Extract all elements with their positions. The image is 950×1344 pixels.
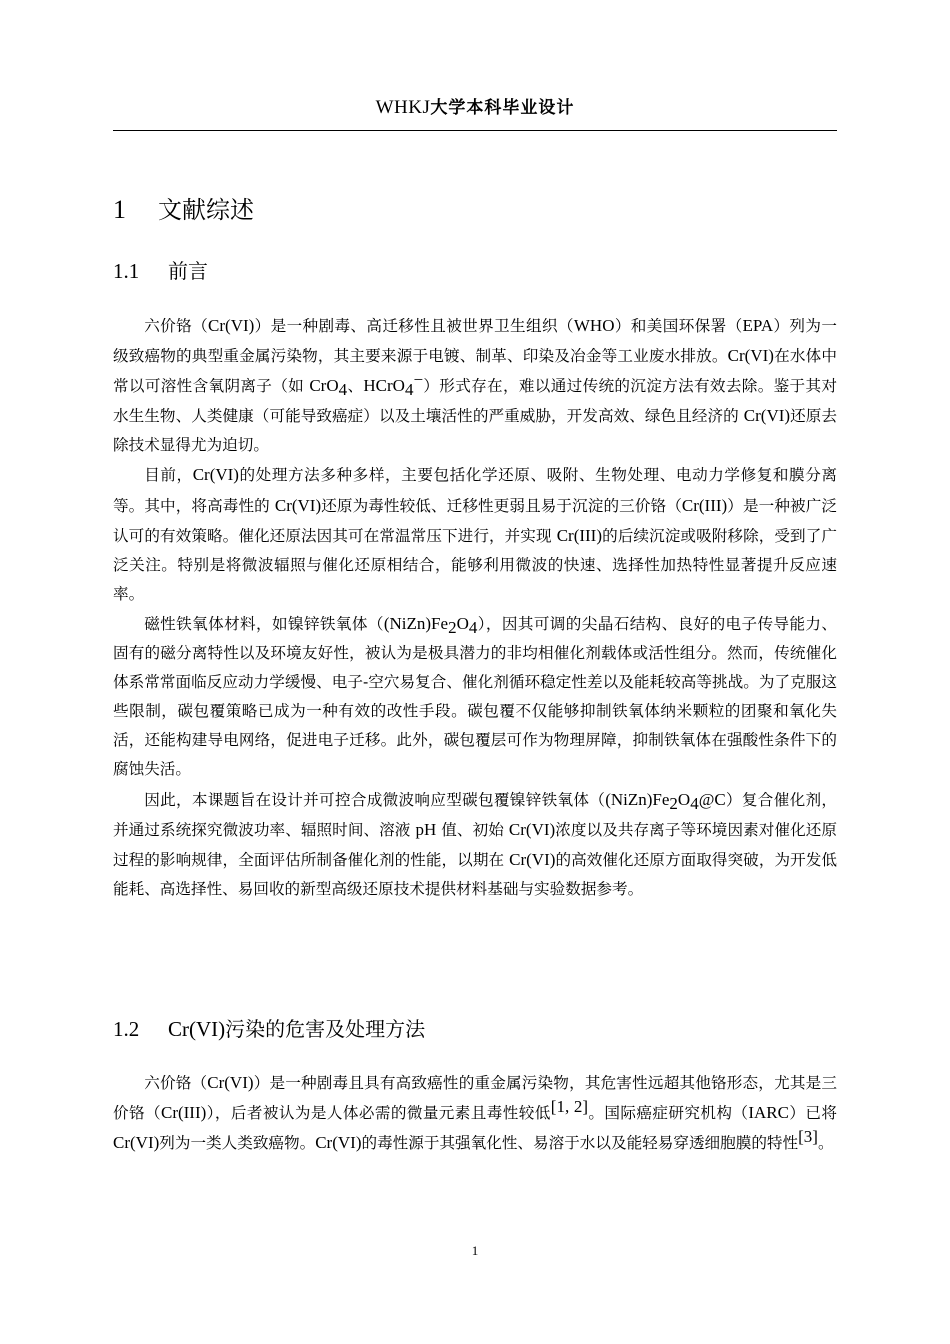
section-number: 1.1	[113, 259, 140, 283]
section-heading-1-2	[113, 1014, 425, 1044]
section-1-2-body	[113, 1068, 837, 1158]
paragraph: 磁性铁氧体材料，如镍锌铁氧体$((NiZn)Fe_2O_4)$，因其可调的尖晶石结构、良好的电子传导能力、固有的磁分离特性以及环境友好性，被认为是极具潜力的非均相催化剂载体或活性组分。然而，传统催化体系常常面临反应动力学缓慢、电子-空穴易复合、催化剂循环稳定性差以及能耗较高等挑战。为了克服这些限制，碳包覆策略已成为一种有效的改性手段。碳包覆不仅能够抑制铁氧体纳米颗粒的团聚和氧化失活，还能构建导电网络，促进电子迁移。此外，碳包覆层可作为物理屏障，抑制铁氧体在强酸性条件下的腐蚀失活。	[113, 613, 837, 779]
section-1-1-body	[113, 311, 837, 904]
section-title: 前言	[168, 259, 208, 283]
running-header	[113, 92, 837, 122]
section-heading-1-1	[113, 256, 208, 286]
header-divider	[113, 130, 837, 131]
header-title: 大学本科毕业设计	[430, 98, 575, 118]
paragraph: 六价铬（Cr(VI)）是一种剧毒、高迁移性且被世界卫生组织（WHO）和美国环保署（EPA）列为一级致癌物的典型重金属污染物，其主要来源于电镀、制革、印染及冶金等工业废水排放。Cr(VI)在水体中常以可溶性含氧阴离子（如 CrO$_4$、HCrO$_4$−）形式存在，难以通过传统的沉淀方法有效去除。鉴于其对水生生物、人类健康（可能导致癌症）以及土壤活性的严重威胁，开发高效、绿色且经济的 Cr(VI)还原去除技术显得尤为迫切。	[113, 316, 837, 455]
chapter-heading	[113, 190, 254, 230]
chapter-number: 1	[113, 195, 126, 224]
paragraph: 目前，Cr(VI)的处理方法多种多样，主要包括化学还原、吸附、生物处理、电动力学修复和膜分离等。其中，将高毒性的 Cr(VI)还原为毒性较低、迁移性更弱且易于沉淀的三价铬（Cr(III)）是一种被广泛认可的有效策略。催化还原法因其可在常温常压下进行，并实现 Cr(III)的后续沉淀或吸附移除，受到了广泛关注。特别是将微波辐照与催化还原相结合，能够利用微波的快速、选择性加热特性显著提升反应速率。	[113, 465, 837, 603]
citation-marker: [1, 2]	[550, 1096, 589, 1116]
citation-marker: [3]	[798, 1127, 818, 1146]
header-school-code: WHKJ	[375, 97, 431, 118]
paragraph: 因此，本课题旨在设计并可控合成微波响应型碳包覆镍锌铁氧体$((NiZn)Fe_2O_4@C)$复合催化剂，并通过系统探究微波功率、辐照时间、溶液 pH 值、初始 Cr(VI)浓度以及共存离子等环境因素对催化还原过程的影响规律，全面评估所制备催化剂的性能，以期在 Cr(VI)的高效催化还原方面取得突破，为开发低能耗、高选择性、易回收的新型高级还原技术提供材料基础与实验数据参考。	[113, 789, 837, 898]
section-number: 1.2	[113, 1017, 140, 1041]
section-title: Cr(VI)污染的危害及处理方法	[168, 1017, 426, 1041]
chapter-title: 文献综述	[158, 196, 254, 224]
paragraph: 六价铬（Cr(VI)）是一种剧毒且具有高致癌性的重金属污染物，其危害性远超其他铬形态，尤其是三价铬（Cr(III)），后者被认为是人体必需的微量元素且毒性较低[1, 2]。国际癌症研究机构（IARC）已将 Cr(VI)列为一类人类致癌物。Cr(VI)的毒性源于其强氧化性、易溶于水以及能轻易穿透细胞膜的特性[3]。	[113, 1073, 837, 1153]
page-number: 1	[471, 1243, 479, 1258]
